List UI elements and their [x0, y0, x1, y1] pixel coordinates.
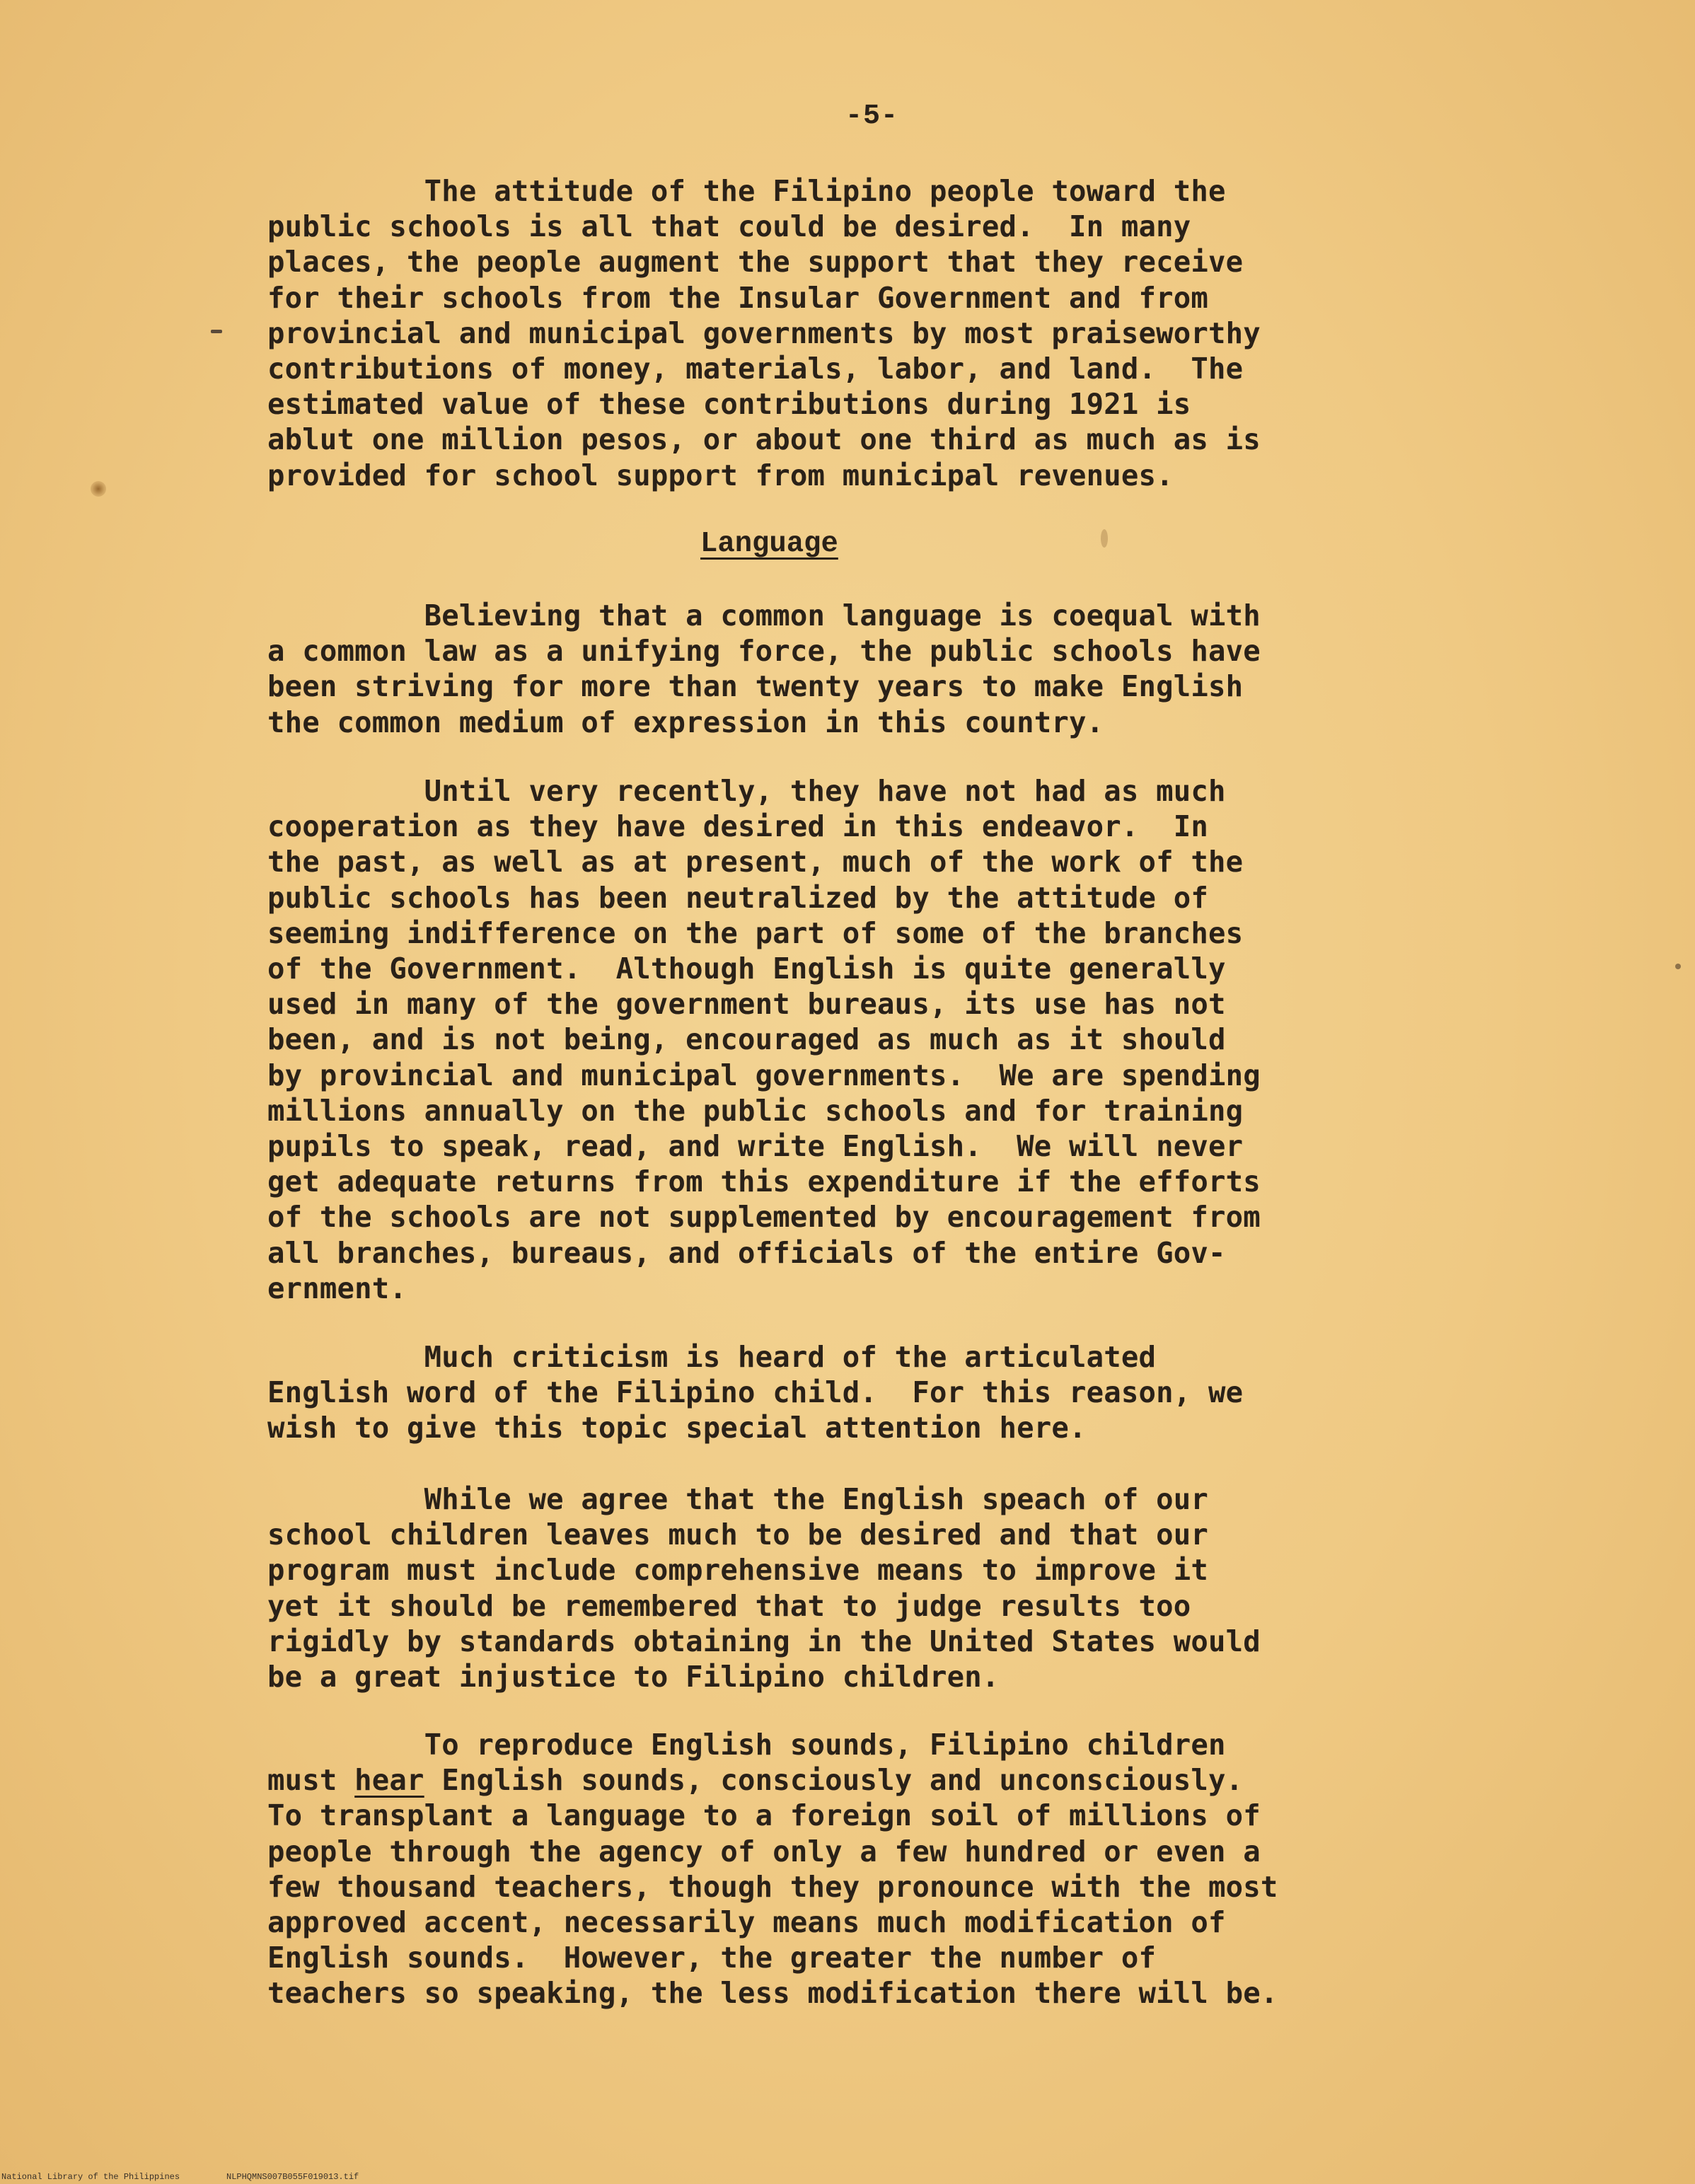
paragraph-public-attitude	[267, 173, 1343, 493]
text-line: approved accent, necessarily means much modification of	[267, 1905, 1226, 1940]
underlined-word-hear: hear	[354, 1763, 424, 1798]
stain-mark	[1675, 964, 1681, 969]
text-line: provincial and municipal governments by most praiseworthy	[267, 316, 1261, 350]
text-line: been, and is not being, encouraged as much as it should	[267, 1022, 1226, 1057]
text-line: places, the people augment the support that they receive	[267, 245, 1244, 279]
text-line: provided for school support from municipal revenues.	[267, 458, 1174, 492]
text-line: ablut one million pesos, or about one third as much as is	[267, 422, 1261, 457]
text-line: Believing that a common language is coequal with	[267, 599, 1261, 632]
stain-mark	[1101, 529, 1108, 548]
text-line: estimated value of these contributions during 1921 is	[267, 387, 1191, 422]
text-line: all branches, bureaus, and officials of the entire Gov-	[267, 1235, 1226, 1270]
text-line: public schools has been neutralized by the attitude of	[267, 880, 1209, 915]
text-line: pupils to speak, read, and write English. We will never	[267, 1129, 1244, 1164]
text-line: of the Government. Although English is quite generally	[267, 952, 1226, 986]
page-number: -5-	[845, 100, 899, 132]
text-line: Until very recently, they have not had as much	[267, 774, 1226, 808]
pencil-mark	[211, 330, 222, 333]
text-line: people through the agency of only a few hundred or even a	[267, 1834, 1261, 1868]
text-line: English word of the Filipino child. For this reason, we	[267, 1375, 1244, 1410]
text-line: To transplant a language to a foreign soil of millions of	[267, 1798, 1261, 1833]
paragraph-criticism	[267, 1339, 1343, 1446]
text-line: millions annually on the public schools and for training	[267, 1093, 1244, 1128]
text-line: seeming indifference on the part of some of the branches	[267, 915, 1244, 950]
text-line: yet it should be remembered that to judge results too	[267, 1588, 1191, 1623]
text-line: wish to give this topic special attention here.	[267, 1411, 1087, 1445]
text-line: a common law as a unifying force, the public schools have	[267, 634, 1261, 669]
text-line: by provincial and municipal governments. We are spending	[267, 1058, 1261, 1092]
text-line: rigidly by standards obtaining in the United States would	[267, 1624, 1261, 1658]
text-line: the common medium of expression in this country.	[267, 705, 1104, 739]
paragraph-common-language	[267, 598, 1343, 740]
text-line: school children leaves much to be desired and that our	[267, 1518, 1209, 1552]
paragraph-cooperation	[267, 773, 1343, 1306]
text-line: be a great injustice to Filipino children.	[267, 1660, 1000, 1694]
text-line: While we agree that the English speach of our	[267, 1482, 1209, 1516]
text-line: contributions of money, materials, labor, and land. The	[267, 352, 1244, 386]
text-line: for their schools from the Insular Government and from	[267, 280, 1209, 315]
footer-file-name: NLPHQMNS007B055F019013.tif	[226, 2172, 359, 2182]
text-line: used in many of the government bureaus, its use has not	[267, 987, 1226, 1022]
footer-library-credit: National Library of the Philippines	[1, 2172, 180, 2182]
text-line: of the schools are not supplemented by encouragement from	[267, 1200, 1261, 1235]
text-line: English sounds, consciously and unconsciously.	[424, 1763, 1244, 1798]
text-line: Much criticism is heard of the articulated	[267, 1340, 1157, 1374]
text-line: cooperation as they have desired in this endeavor. In	[267, 809, 1209, 844]
text-line: To reproduce English sounds, Filipino children	[267, 1728, 1226, 1762]
text-line: the past, as well as at present, much of the work of the	[267, 845, 1244, 879]
text-line: must	[267, 1763, 355, 1798]
text-line: teachers so speaking, the less modification there will be.	[267, 1976, 1278, 2011]
paragraph-english-speech	[267, 1481, 1343, 1694]
text-line: been striving for more than twenty years to make English	[267, 669, 1244, 704]
text-line: ernment.	[267, 1271, 407, 1305]
stain-mark	[91, 481, 106, 497]
text-line: English sounds. However, the greater the number of	[267, 1941, 1157, 1975]
text-line: get adequate returns from this expenditure if the efforts	[267, 1165, 1261, 1199]
paragraph-english-sounds	[267, 1727, 1343, 2011]
section-heading-language: Language	[700, 528, 838, 560]
text-line: few thousand teachers, though they pronounce with the most	[267, 1869, 1278, 1904]
text-line: public schools is all that could be desired. In many	[267, 209, 1191, 244]
text-line: program must include comprehensive means to improve it	[267, 1553, 1209, 1588]
text-line: The attitude of the Filipino people toward the	[267, 174, 1226, 208]
